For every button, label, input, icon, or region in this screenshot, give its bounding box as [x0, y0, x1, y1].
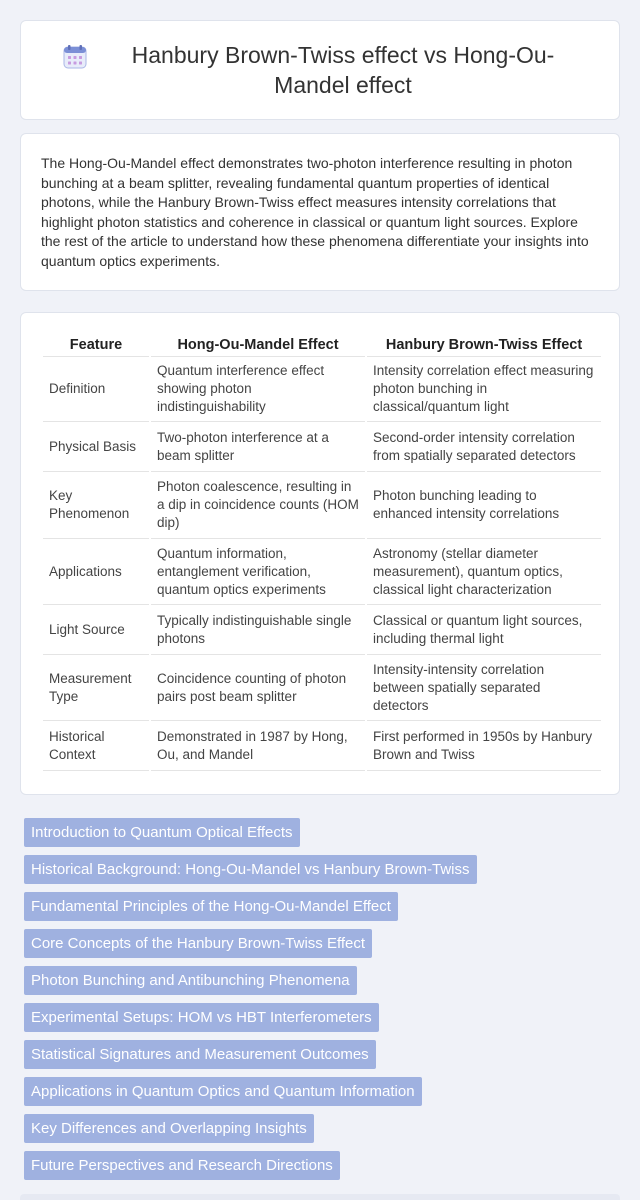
table-cell-hom: Coincidence counting of photon pairs post beam splitter: [151, 655, 365, 721]
footer-card-edge: [20, 1194, 620, 1200]
table-cell-hbt: Classical or quantum light sources, including thermal light: [367, 605, 601, 655]
page-title: Hanbury Brown-Twiss effect vs Hong-Ou-Mandel effect: [131, 42, 555, 98]
toc-link[interactable]: Introduction to Quantum Optical Effects: [24, 818, 300, 847]
table-row: [43, 605, 601, 655]
table-cell-hbt: Intensity-intensity correlation between spatially separated detectors: [367, 655, 601, 721]
table-row: [43, 357, 601, 422]
table-row: [43, 472, 601, 539]
table-row: [43, 422, 601, 472]
table-cell-feature: Definition: [43, 357, 149, 422]
calendar-icon: [62, 44, 88, 70]
header-inner: [62, 40, 578, 100]
table-cell-feature: Measurement Type: [43, 655, 149, 721]
table-cell-hbt: First performed in 1950s by Hanbury Brown and Twiss: [367, 721, 601, 771]
toc-link[interactable]: Fundamental Principles of the Hong-Ou-Mandel Effect: [24, 892, 398, 921]
table-cell-hbt: Astronomy (stellar diameter measurement), quantum optics, classical light characterization: [367, 539, 601, 605]
table-row: [43, 539, 601, 605]
intro-paragraph: The Hong-Ou-Mandel effect demonstrates two-photon interference resulting in photon bunching at a beam splitter, revealing fundamental quantum properties of identical photons, while the Hanbury Brown-Twiss effect measures intensity correlations that highlight photon statistics and coherence in classical or quantum light sources. Explore the rest of the article to understand how these phenomena differentiate your insights into quantum optics experiments.: [41, 155, 589, 269]
toc-link[interactable]: Applications in Quantum Optics and Quantum Information: [24, 1077, 422, 1106]
toc-link[interactable]: Experimental Setups: HOM vs HBT Interferometers: [24, 1003, 379, 1032]
toc-link[interactable]: Photon Bunching and Antibunching Phenomena: [24, 966, 357, 995]
table-cell-feature: Key Phenomenon: [43, 472, 149, 539]
column-header-feature: Feature: [43, 333, 149, 357]
table-cell-hom: Typically indistinguishable single photons: [151, 605, 365, 655]
column-header-hom: Hong-Ou-Mandel Effect: [151, 333, 365, 357]
table-row: [43, 655, 601, 721]
table-cell-feature: Light Source: [43, 605, 149, 655]
table-cell-hom: Two-photon interference at a beam splitter: [151, 422, 365, 472]
comparison-table-card: [20, 312, 620, 795]
comparison-table: [41, 333, 603, 771]
table-cell-hom: Photon coalescence, resulting in a dip in coincidence counts (HOM dip): [151, 472, 365, 539]
table-of-contents: [24, 818, 620, 1188]
toc-link[interactable]: Core Concepts of the Hanbury Brown-Twiss Effect: [24, 929, 372, 958]
table-cell-hom: Quantum information, entanglement verification, quantum optics experiments: [151, 539, 365, 605]
table-cell-hbt: Intensity correlation effect measuring photon bunching in classical/quantum light: [367, 357, 601, 422]
table-cell-hom: Quantum interference effect showing photon indistinguishability: [151, 357, 365, 422]
column-header-hbt: Hanbury Brown-Twiss Effect: [367, 333, 601, 357]
header-card: [20, 20, 620, 120]
table-cell-feature: Applications: [43, 539, 149, 605]
table-cell-hbt: Second-order intensity correlation from spatially separated detectors: [367, 422, 601, 472]
table-cell-feature: Historical Context: [43, 721, 149, 771]
table-row: [43, 721, 601, 771]
toc-link[interactable]: Statistical Signatures and Measurement Outcomes: [24, 1040, 376, 1069]
table-cell-feature: Physical Basis: [43, 422, 149, 472]
intro-card: [20, 133, 620, 291]
toc-link[interactable]: Future Perspectives and Research Directions: [24, 1151, 340, 1180]
toc-link[interactable]: Key Differences and Overlapping Insights: [24, 1114, 314, 1143]
toc-link[interactable]: Historical Background: Hong-Ou-Mandel vs Hanbury Brown-Twiss: [24, 855, 477, 884]
table-cell-hom: Demonstrated in 1987 by Hong, Ou, and Mandel: [151, 721, 365, 771]
table-cell-hbt: Photon bunching leading to enhanced intensity correlations: [367, 472, 601, 539]
table-header-row: [43, 333, 601, 357]
